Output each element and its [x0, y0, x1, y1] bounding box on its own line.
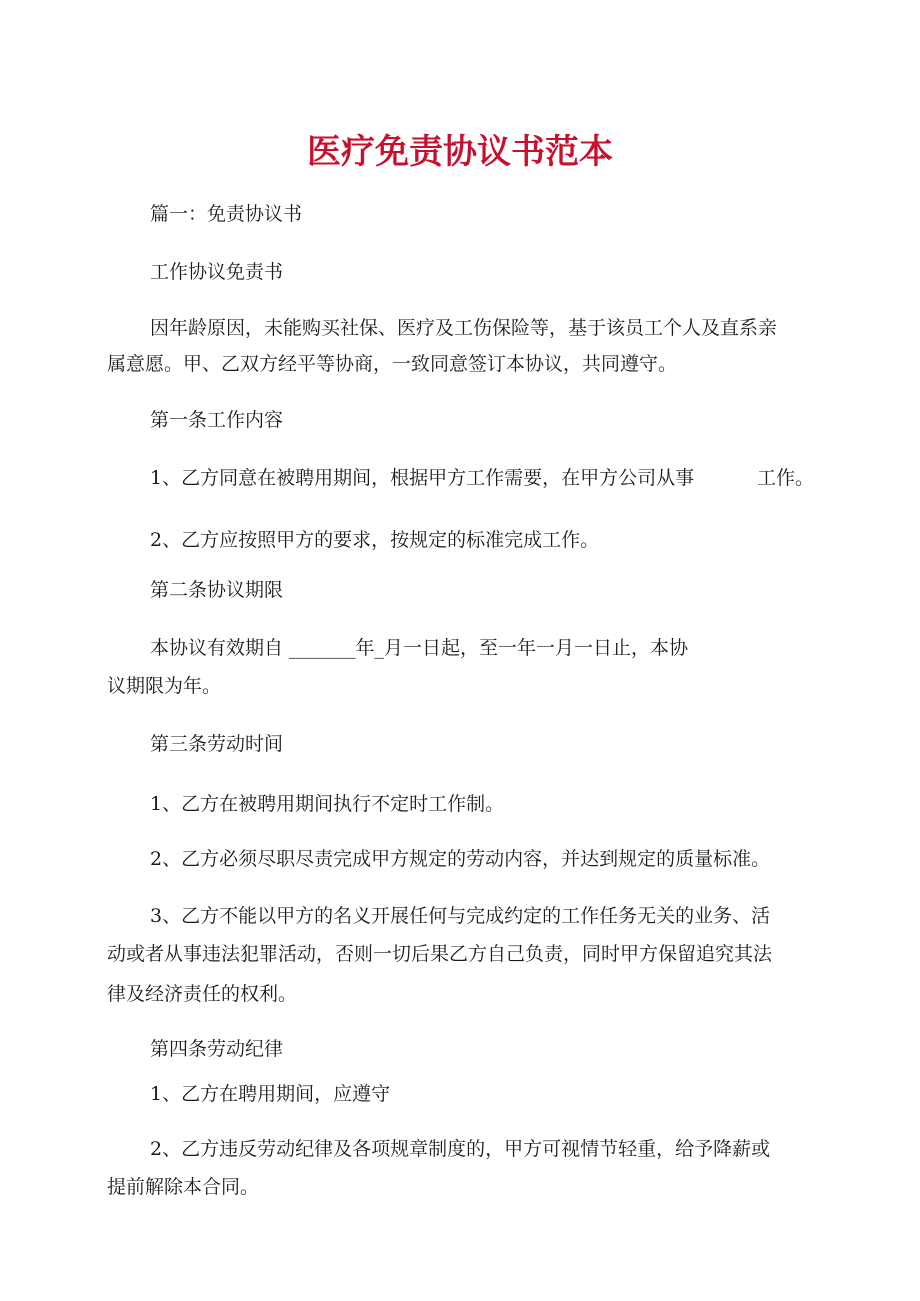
article-4-item-1: 1、乙方在聘用期间，应遵守 — [150, 1083, 391, 1105]
article-2-line-1: 本协议有效期自 _______年_月一日起，至一年一月一日止，本协 — [150, 637, 689, 659]
article-3-heading: 第三条劳动时间 — [150, 733, 284, 755]
article-1-item-2: 2、乙方应按照甲方的要求，按规定的标准完成工作。 — [150, 529, 600, 551]
article-3-item-2: 2、乙方必须尽职尽责完成甲方规定的劳动内容，并达到规定的质量标准。 — [150, 848, 771, 870]
article-2-heading: 第二条协议期限 — [150, 579, 284, 601]
article-3-item-1: 1、乙方在被聘用期间执行不定时工作制。 — [150, 793, 505, 815]
section-heading: 篇一：免责协议书 — [150, 203, 303, 225]
article-1-item-1: 1、乙方同意在被聘用期间，根据甲方工作需要，在甲方公司从事 — [150, 467, 695, 489]
article-3-item-3-line-3: 律及经济责任的权利。 — [107, 983, 298, 1005]
document-title: 医疗免责协议书范本 — [307, 132, 613, 172]
article-4-item-2-line-2: 提前解除本合同。 — [107, 1176, 260, 1198]
article-1-item-1-tail: 工作。 — [757, 467, 815, 489]
intro-line-2: 属意愿。甲、乙双方经平等协商，一致同意签订本协议，共同遵守。 — [107, 353, 678, 375]
subtitle: 工作协议免责书 — [150, 261, 284, 283]
article-3-item-3-line-1: 3、乙方不能以甲方的名义开展任何与完成约定的工作任务无关的业务、活 — [150, 905, 771, 927]
article-1-heading: 第一条工作内容 — [150, 409, 284, 431]
article-2-line-2: 议期限为年。 — [107, 675, 222, 697]
article-4-item-2-line-1: 2、乙方违反劳动纪律及各项规章制度的，甲方可视情节轻重，给予降薪或 — [150, 1138, 771, 1160]
article-4-heading: 第四条劳动纪律 — [150, 1038, 284, 1060]
intro-line-1: 因年龄原因，未能购买社保、医疗及工伤保险等，基于该员工个人及直系亲 — [150, 317, 778, 339]
article-3-item-3-line-2: 动或者从事违法犯罪活动，否则一切后果乙方自己负责，同时甲方保留追究其法 — [107, 943, 773, 965]
